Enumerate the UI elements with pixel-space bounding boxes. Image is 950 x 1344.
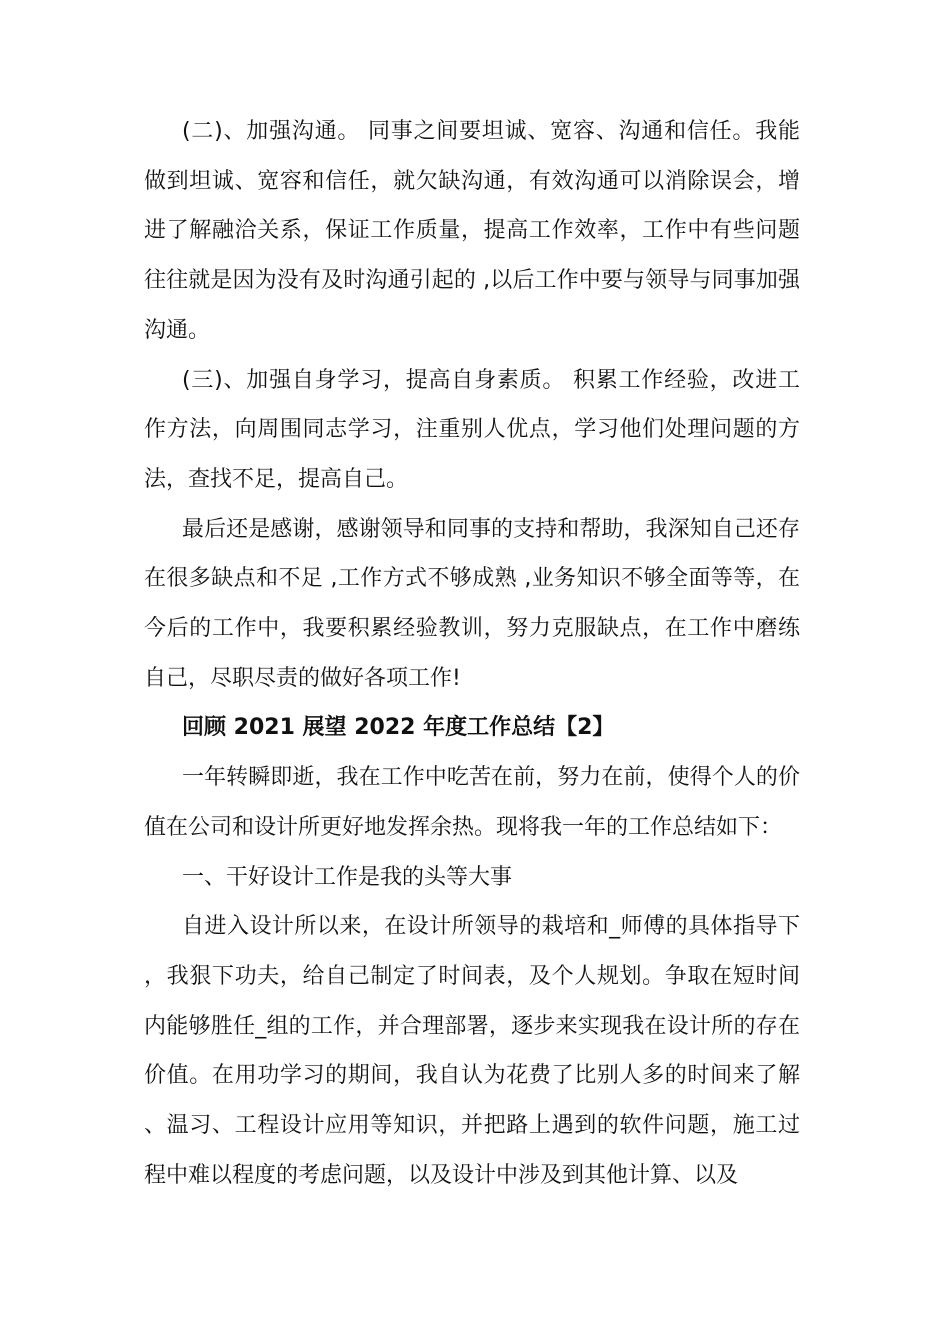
document-body: [144, 107, 800, 1200]
section-heading: 回顾 2021 展望 2022 年度工作总结【2】: [182, 715, 615, 741]
subheading-design-work: 一、干好设计工作是我的头等大事: [182, 864, 513, 890]
paragraph-strengthen-communication: (二)、加强沟通。 同事之间要坦诚、宽容、沟通和信任。我能做到坦诚、宽容和信任，就欠缺沟通，有效沟通可以消除误会，增进了解融洽关系，保证工作质量，提高工作效率，工作中有些问题往往就是因为没有及时沟通引起的 ,以后工作中要与领导与同事加强沟通。: [144, 119, 800, 343]
paragraph-design-institute: 自进入设计所以来，在设计所领导的栽培和_师傅的具体指导下，我狠下功夫，给自己制定了时间表，及个人规划。争取在短时间内能够胜任_组的工作，并合理部署，逐步来实现我在设计所的存在价值。在用功学习的期间，我自认为花费了比别人多的时间来了解、温习、工程设计应用等知识，并把路上遇到的软件问题，施工过程中难以程度的考虑问题，以及设计中涉及到其他计算、以及: [144, 914, 800, 1188]
paragraph-year-intro: 一年转瞬即逝，我在工作中吃苦在前，努力在前，使得个人的价值在公司和设计所更好地发挥余热。现将我一年的工作总结如下：: [144, 765, 800, 840]
paragraph-self-study: (三)、加强自身学习，提高自身素质。 积累工作经验，改进工作方法，向周围同志学习，注重别人优点，学习他们处理问题的方法，查找不足，提高自己。: [144, 367, 800, 492]
paragraph-thanks: 最后还是感谢，感谢领导和同事的支持和帮助，我深知自己还存在很多缺点和不足 ,工作方式不够成熟 ,业务知识不够全面等等，在今后的工作中，我要积累经验教训，努力克服缺点，在工作中磨练自己，尽职尽责的做好各项工作!: [144, 516, 800, 691]
